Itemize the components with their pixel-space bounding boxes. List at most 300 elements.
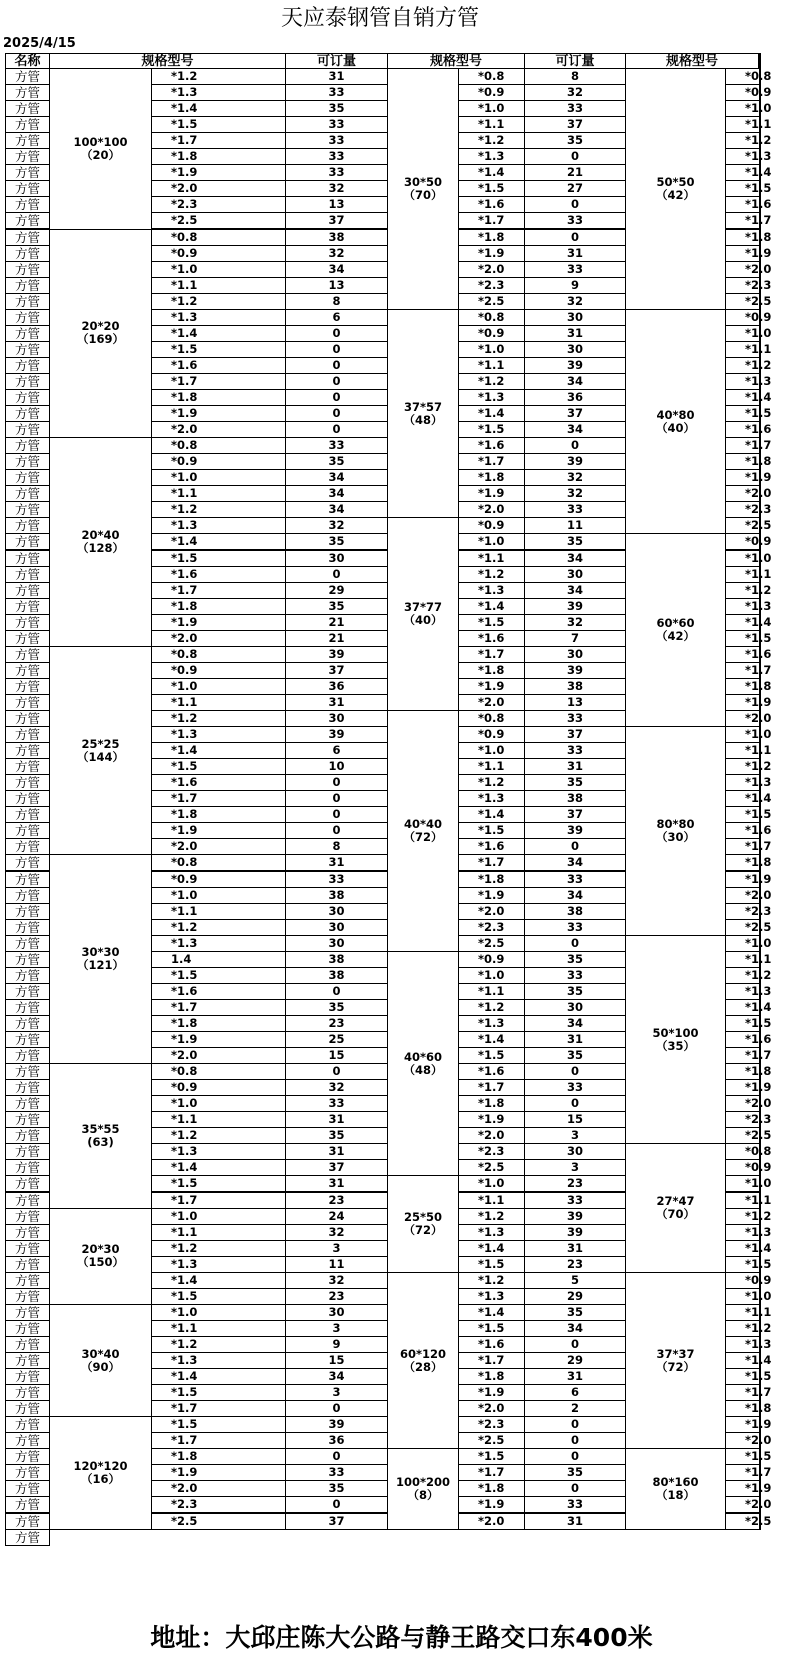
row-name-cell: 方管 [5,742,50,759]
spec-cell: *0.9 [458,84,525,101]
spec-cell: *2.3 [458,1143,525,1160]
spec-cell: *0.9 [151,871,286,888]
row-name-cell: 方管 [5,678,50,695]
qty-cell [759,84,761,101]
qty-cell [759,582,761,599]
row-name-cell: 方管 [5,726,50,743]
qty-cell [759,550,761,567]
spec-cell: *1.2 [725,758,760,775]
qty-cell: 9 [524,277,626,294]
spec-cell: *1.1 [725,1192,760,1209]
spec-cell: *2.0 [725,710,760,727]
qty-cell: 35 [285,1127,388,1144]
qty-cell: 30 [285,903,388,920]
qty-cell [759,1272,761,1289]
spec-cell: *1.0 [151,469,286,486]
qty-cell: 23 [285,1015,388,1032]
qty-cell: 32 [524,614,626,631]
size-group-cell [625,1272,726,1450]
size-label: 100*200 [395,1474,451,1489]
spec-cell: *1.9 [458,1111,525,1128]
spec-cell: *1.3 [151,84,286,101]
size-total: （70） [655,1207,695,1222]
spec-cell: *1.4 [725,1352,760,1369]
spec-cell: *0.9 [725,309,760,326]
qty-cell: 33 [285,132,388,149]
qty-cell [759,1175,761,1192]
qty-cell [759,774,761,791]
qty-cell [759,678,761,695]
qty-cell: 0 [285,1448,388,1465]
spec-cell: *1.7 [151,582,286,599]
qty-cell: 39 [285,1416,388,1433]
qty-cell [759,1015,761,1032]
qty-cell [759,1416,761,1433]
spec-cell: *1.3 [458,1288,525,1305]
qty-cell: 32 [285,180,388,197]
qty-cell [759,373,761,390]
qty-cell: 36 [285,678,388,695]
spec-cell: *0.8 [458,710,525,727]
row-name-cell: 方管 [5,180,50,197]
qty-cell [759,1384,761,1401]
qty-cell: 30 [524,1143,626,1160]
qty-cell: 31 [524,1031,626,1048]
spec-cell: *1.1 [458,116,525,133]
spec-cell: *1.3 [151,517,286,534]
qty-cell: 37 [524,806,626,823]
qty-cell [759,116,761,133]
qty-cell: 38 [285,967,388,984]
spec-cell: *2.0 [458,261,525,278]
row-name-cell: 方管 [5,1240,50,1257]
size-group-cell [625,68,726,310]
spec-cell: *0.8 [151,646,286,663]
spec-cell: *1.2 [151,1240,286,1257]
spec-cell: *1.5 [151,1384,286,1401]
qty-cell: 15 [285,1352,388,1369]
spec-cell: *1.2 [458,774,525,791]
qty-cell [759,1256,761,1273]
qty-cell [759,726,761,743]
spec-cell: *1.4 [151,325,286,342]
qty-cell [759,180,761,197]
address-footer: 地址：大邱庄陈大公路与静王路交口东400米 [150,1623,653,1652]
spec-cell: *1.5 [151,1288,286,1305]
spec-cell: *1.8 [725,854,760,871]
row-name-cell: 方管 [5,935,50,952]
stock-table [5,53,772,1619]
qty-cell: 38 [285,887,388,904]
spec-cell: *1.0 [151,1095,286,1112]
spec-cell: *1.4 [458,164,525,181]
row-name-cell: 方管 [5,1127,50,1144]
spec-cell: *1.5 [725,630,760,647]
header-spec: 规格型号 [387,53,525,69]
row-name-cell: 方管 [5,710,50,727]
row-name-cell: 方管 [5,919,50,936]
spec-cell: *1.0 [458,341,525,358]
spec-cell: *2.0 [458,1400,525,1417]
spec-cell: *1.4 [725,1240,760,1257]
qty-cell [759,1432,761,1449]
qty-cell: 35 [285,598,388,615]
spec-cell: *2.5 [458,1159,525,1176]
spec-cell: *1.3 [725,598,760,615]
row-name-cell: 方管 [5,630,50,647]
row-name-cell: 方管 [5,646,50,663]
spec-cell: *1.1 [725,341,760,358]
row-name-cell: 方管 [5,1192,50,1209]
spec-cell: *1.5 [458,822,525,839]
size-total: （35） [655,1038,695,1053]
qty-cell: 32 [524,469,626,486]
qty-cell: 21 [285,614,388,631]
spec-cell: *1.7 [725,1384,760,1401]
spec-cell: *2.0 [458,501,525,518]
qty-cell [759,325,761,342]
spec-cell: *1.7 [151,1400,286,1417]
size-label: 25*50 [403,1210,443,1225]
qty-cell [759,100,761,117]
spec-cell: *1.8 [458,469,525,486]
qty-cell: 0 [524,1432,626,1449]
spec-cell: *2.5 [725,1513,760,1530]
spec-cell: *1.4 [151,1272,286,1289]
spec-cell: *0.8 [458,68,525,85]
spec-cell: *1.1 [458,1192,525,1209]
qty-cell: 39 [285,726,388,743]
spec-cell: *1.4 [151,1368,286,1385]
qty-cell: 23 [285,1288,388,1305]
qty-cell: 32 [524,84,626,101]
spec-cell: *2.3 [725,501,760,518]
spec-cell: *2.0 [458,694,525,711]
spec-cell: *1.7 [458,1079,525,1096]
qty-cell [759,1320,761,1337]
row-name-cell: 方管 [5,212,50,229]
qty-cell [759,341,761,358]
qty-cell: 0 [285,822,388,839]
spec-cell: *1.5 [458,180,525,197]
size-label: 37*37 [656,1346,695,1361]
qty-cell: 38 [285,951,388,968]
qty-cell: 30 [524,309,626,326]
qty-cell: 23 [524,1175,626,1192]
qty-cell [759,822,761,839]
qty-cell: 39 [524,453,626,470]
qty-cell: 34 [285,501,388,518]
size-label: 35*55 [81,1121,120,1136]
qty-cell: 32 [524,485,626,502]
row-name-cell: 方管 [5,967,50,984]
row-name-cell: 方管 [5,1304,50,1321]
qty-cell: 0 [285,1063,388,1080]
spec-cell: *1.8 [151,598,286,615]
row-name-cell: 方管 [5,1047,50,1064]
row-name-cell: 方管 [5,694,50,711]
qty-cell: 31 [524,1368,626,1385]
row-name-cell: 方管 [5,1368,50,1385]
spec-cell: *0.8 [458,309,525,326]
row-name-cell: 方管 [5,517,50,534]
qty-cell: 37 [524,116,626,133]
size-total: （8） [407,1487,439,1502]
spec-cell: *1.2 [458,1272,525,1289]
qty-cell: 11 [285,1256,388,1273]
spec-cell: *1.2 [151,919,286,936]
qty-cell: 0 [524,437,626,454]
qty-cell [759,132,761,149]
qty-cell [759,790,761,807]
qty-cell [759,1464,761,1481]
spec-cell: *1.0 [151,1304,286,1321]
spec-cell: *1.9 [151,164,286,181]
spec-cell: *2.5 [151,1513,286,1530]
spec-cell: *1.6 [725,822,760,839]
spec-cell: *0.8 [151,1063,286,1080]
qty-cell: 0 [285,341,388,358]
row-name-cell: 方管 [5,116,50,133]
qty-cell: 34 [524,373,626,390]
qty-cell: 39 [524,598,626,615]
size-group-cell [387,517,459,711]
spec-cell: *1.1 [458,758,525,775]
qty-cell: 30 [524,341,626,358]
qty-cell: 0 [285,983,388,1000]
header-spec: 规格型号 [625,53,759,69]
spec-cell: *1.0 [151,1208,286,1225]
spec-cell: *2.5 [725,517,760,534]
row-name-cell: 方管 [5,389,50,406]
row-name-cell: 方管 [5,999,50,1016]
size-total: (63) [87,1134,114,1149]
spec-cell: *1.7 [458,646,525,663]
qty-cell: 31 [524,758,626,775]
row-name-cell: 方管 [5,148,50,165]
qty-cell [759,694,761,711]
qty-cell [759,293,761,310]
qty-cell [759,742,761,759]
qty-cell: 0 [285,357,388,374]
qty-cell [759,983,761,1000]
qty-cell: 39 [524,822,626,839]
qty-cell: 33 [524,919,626,936]
size-label: 40*80 [656,407,695,422]
header-name: 名称 [5,53,50,69]
qty-cell [759,196,761,213]
row-name-cell: 方管 [5,790,50,807]
spec-cell: *1.5 [458,614,525,631]
spec-cell: *1.0 [151,887,286,904]
spec-cell: *1.0 [151,678,286,695]
spec-cell: *1.4 [458,405,525,422]
spec-cell: *2.3 [458,919,525,936]
spec-cell: *1.1 [725,566,760,583]
qty-cell: 36 [524,389,626,406]
size-label: 30*40 [81,1346,120,1361]
row-name-cell: 方管 [5,1320,50,1337]
row-name-cell: 方管 [5,838,50,855]
spec-cell: *1.7 [458,453,525,470]
spec-cell: *1.8 [725,453,760,470]
qty-cell [759,1304,761,1321]
spec-cell: *0.9 [458,726,525,743]
qty-cell [759,614,761,631]
row-name-cell: 方管 [5,774,50,791]
qty-cell: 0 [285,806,388,823]
spec-cell: *2.0 [725,1432,760,1449]
size-total: （18） [655,1487,695,1502]
qty-cell: 32 [285,517,388,534]
qty-cell: 6 [285,309,388,326]
spec-cell: *1.2 [151,501,286,518]
spec-cell: *1.9 [458,245,525,262]
qty-cell [759,1448,761,1465]
spec-cell: *1.9 [725,871,760,888]
qty-cell: 33 [285,437,388,454]
size-total: （128） [76,540,124,555]
spec-cell: *1.6 [725,421,760,438]
spec-cell: *1.4 [725,614,760,631]
qty-cell [759,1224,761,1241]
row-name-cell: 方管 [5,1224,50,1241]
size-group-cell [49,1416,152,1529]
size-group-cell [625,726,726,936]
qty-cell [759,1063,761,1080]
size-total: （72） [655,1359,695,1374]
qty-cell [759,1079,761,1096]
row-name-cell: 方管 [5,1272,50,1289]
qty-cell: 34 [285,1368,388,1385]
qty-cell: 0 [285,325,388,342]
row-name-cell: 方管 [5,1400,50,1417]
spec-cell: *1.7 [725,1464,760,1481]
qty-cell: 13 [285,196,388,213]
spec-cell: *1.6 [458,437,525,454]
spec-cell: *1.6 [458,838,525,855]
spec-cell: *1.2 [725,967,760,984]
qty-cell [759,1111,761,1128]
spec-cell: *1.9 [725,1416,760,1433]
qty-cell [759,967,761,984]
spec-cell: *1.2 [151,710,286,727]
spec-cell: *2.5 [458,1432,525,1449]
spec-cell: *2.5 [725,1127,760,1144]
spec-cell: *1.2 [458,1208,525,1225]
spec-cell: *1.1 [458,357,525,374]
size-group-cell [49,1304,152,1417]
spec-cell: *1.5 [151,341,286,358]
qty-cell: 8 [285,838,388,855]
qty-cell [759,485,761,502]
row-name-cell: 方管 [5,325,50,342]
qty-cell: 36 [285,1432,388,1449]
spec-cell: *1.8 [725,1400,760,1417]
row-name-cell: 方管 [5,68,50,85]
qty-cell: 7 [524,630,626,647]
row-name-cell: 方管 [5,1143,50,1160]
qty-cell [759,1400,761,1417]
row-name-cell: 方管 [5,1015,50,1032]
spec-cell: *1.5 [151,967,286,984]
spec-cell: *2.0 [458,903,525,920]
row-name-cell: 方管 [5,501,50,518]
qty-cell: 0 [524,838,626,855]
spec-cell: *1.9 [151,822,286,839]
qty-cell: 3 [524,1127,626,1144]
row-name-cell: 方管 [5,1288,50,1305]
spec-cell: *1.1 [725,742,760,759]
spec-cell: *1.1 [151,277,286,294]
spec-cell: *2.0 [151,180,286,197]
qty-cell [759,838,761,855]
qty-cell [759,1368,761,1385]
qty-cell: 31 [524,325,626,342]
spec-cell: *1.3 [458,582,525,599]
qty-cell: 3 [285,1320,388,1337]
qty-cell: 30 [524,999,626,1016]
spec-cell: *1.5 [151,116,286,133]
row-name-cell: 方管 [5,485,50,502]
spec-cell: *2.3 [151,1496,286,1513]
size-label: 50*100 [652,1025,699,1040]
size-label: 30*30 [81,945,120,960]
qty-cell [759,710,761,727]
spec-cell: *1.0 [725,1288,760,1305]
spec-cell: *1.8 [458,229,525,246]
spec-cell: *2.3 [725,903,760,920]
qty-cell: 23 [524,1256,626,1273]
row-name-cell: 方管 [5,196,50,213]
spec-cell: *1.3 [151,726,286,743]
spec-cell: *1.3 [151,309,286,326]
spec-cell: *2.5 [458,935,525,952]
qty-cell [759,758,761,775]
size-label: 20*40 [81,527,120,542]
spec-cell: *1.8 [725,678,760,695]
spec-cell: *1.9 [725,1480,760,1497]
spec-cell: *1.3 [458,1015,525,1032]
qty-cell [759,935,761,952]
size-total: （70） [403,187,443,202]
spec-cell: *0.9 [458,951,525,968]
spec-cell: *1.7 [725,662,760,679]
spec-cell: *0.9 [725,1272,760,1289]
qty-cell: 33 [285,116,388,133]
qty-cell: 0 [285,790,388,807]
row-name-cell: 方管 [5,164,50,181]
qty-cell: 32 [524,293,626,310]
size-group-cell [625,1143,726,1272]
spec-cell: *1.5 [458,1047,525,1064]
spec-cell: *1.0 [725,325,760,342]
qty-cell [759,1159,761,1176]
page-title: 天应泰钢管自销方管 [280,6,479,31]
spec-cell: *1.2 [725,1208,760,1225]
qty-cell: 35 [524,533,626,550]
spec-cell: *1.2 [151,1127,286,1144]
spec-cell: *1.8 [458,662,525,679]
spec-cell: *1.5 [458,421,525,438]
qty-cell [759,533,761,550]
qty-cell: 32 [285,1224,388,1241]
qty-cell: 0 [285,774,388,791]
spec-cell: *2.0 [151,838,286,855]
row-name-cell: 方管 [5,533,50,550]
spec-cell: *1.4 [725,790,760,807]
spec-cell: *1.3 [725,373,760,390]
